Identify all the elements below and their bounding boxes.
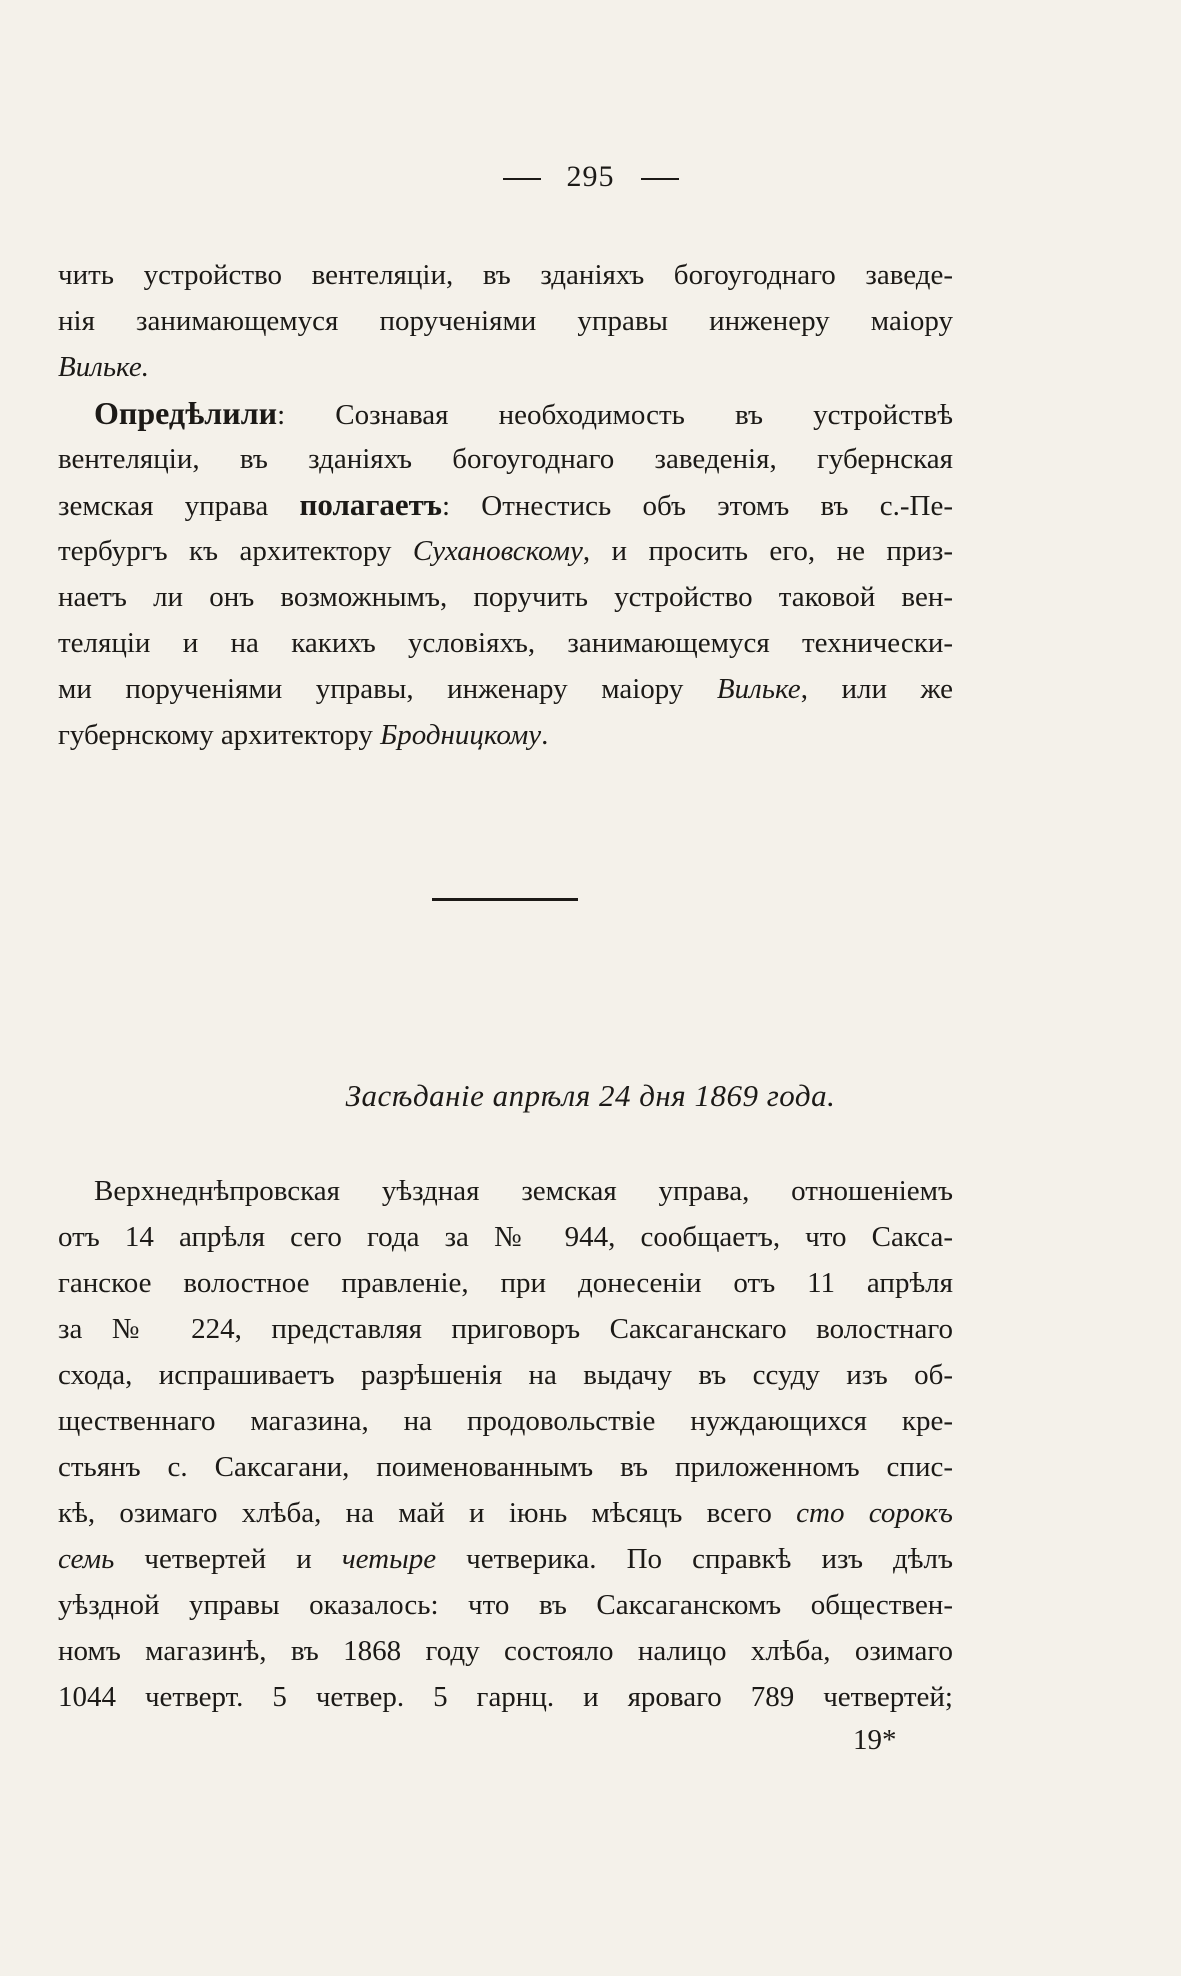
section-divider (432, 898, 578, 901)
text-line: Вильке. (58, 351, 150, 383)
text-line: чить устройство вентеляціи, въ зданіяхъ богоугоднаго заведе- (58, 259, 953, 291)
text-line: тербургъ къ архитектору Сухановскому, и просить его, не приз- (58, 535, 953, 567)
text-line: стьянъ с. Саксагани, поименованнымъ въ приложенномъ спис- (58, 1451, 953, 1483)
header-dash-right (641, 178, 679, 180)
text-line: схода, испрашиваетъ разрѣшенія на выдачу въ ссуду изъ об- (58, 1359, 953, 1391)
text-line: за № 224, представляя приговоръ Саксаганскаго волостнаго (58, 1313, 953, 1345)
text-line: щественнаго магазина, на продовольствіе нуждающихся кре- (58, 1405, 953, 1437)
signature-mark: 19* (853, 1724, 897, 1756)
text-line: отъ 14 апрѣля сего года за № 944, сообщаетъ, что Сакса- (58, 1221, 953, 1253)
text-line: ганское волостное правленіе, при донесеніи отъ 11 апрѣля (58, 1267, 953, 1299)
resolution-paragraph (58, 390, 953, 758)
top-paragraph (58, 252, 953, 390)
decides-word: полагаетъ (299, 487, 442, 522)
resolution-label: Опредѣлили (94, 395, 278, 431)
text-line: уѣздной управы оказалось: что въ Саксаганскомъ обществен- (58, 1589, 953, 1621)
text-line: Верхнеднѣпровская уѣздная земская управа, отношеніемъ (94, 1175, 953, 1207)
text-line: губернскому архитектору Бродницкому. (58, 719, 549, 751)
text-line: теляціи и на какихъ условіяхъ, занимающемуся технически- (58, 627, 953, 659)
text-line: семь четвертей и четыре четверика. По справкѣ изъ дѣлъ (58, 1543, 953, 1575)
session-title: Засѣданіе апрѣля 24 дня 1869 года. (345, 1078, 836, 1113)
person-name: Сухановскому (412, 535, 583, 567)
text-line: кѣ, озимаго хлѣба, на май и іюнь мѣсяцъ всего сто сорокъ (58, 1497, 953, 1529)
page-header (0, 160, 1181, 194)
person-name: Вильке (716, 673, 801, 705)
text-line: вентеляціи, въ зданіяхъ богоугоднаго заведенія, губернская (58, 443, 953, 475)
text-line: Опредѣлили: Сознавая необходимость въ устройствѣ (94, 395, 953, 431)
text-line: ми порученіями управы, инженару маіору Вильке, или же (58, 673, 953, 705)
session-body (58, 1168, 953, 1720)
text-line: наетъ ли онъ возможнымъ, поручить устройство таковой вен- (58, 581, 953, 613)
page-number: 295 (566, 160, 615, 193)
text-line: земская управа полагаетъ: Отнестись объ этомъ въ с.-Пе- (58, 487, 953, 522)
person-name: Бродницкому (380, 719, 542, 751)
text-line: номъ магазинѣ, въ 1868 году состояло налицо хлѣба, озимаго (58, 1635, 953, 1667)
text-line: 1044 четверт. 5 четвер. 5 гарнц. и яроваго 789 четвертей; (58, 1681, 953, 1713)
text-line: нія занимающемуся порученіями управы инженеру маіору (58, 305, 953, 337)
header-dash-left (503, 178, 541, 180)
